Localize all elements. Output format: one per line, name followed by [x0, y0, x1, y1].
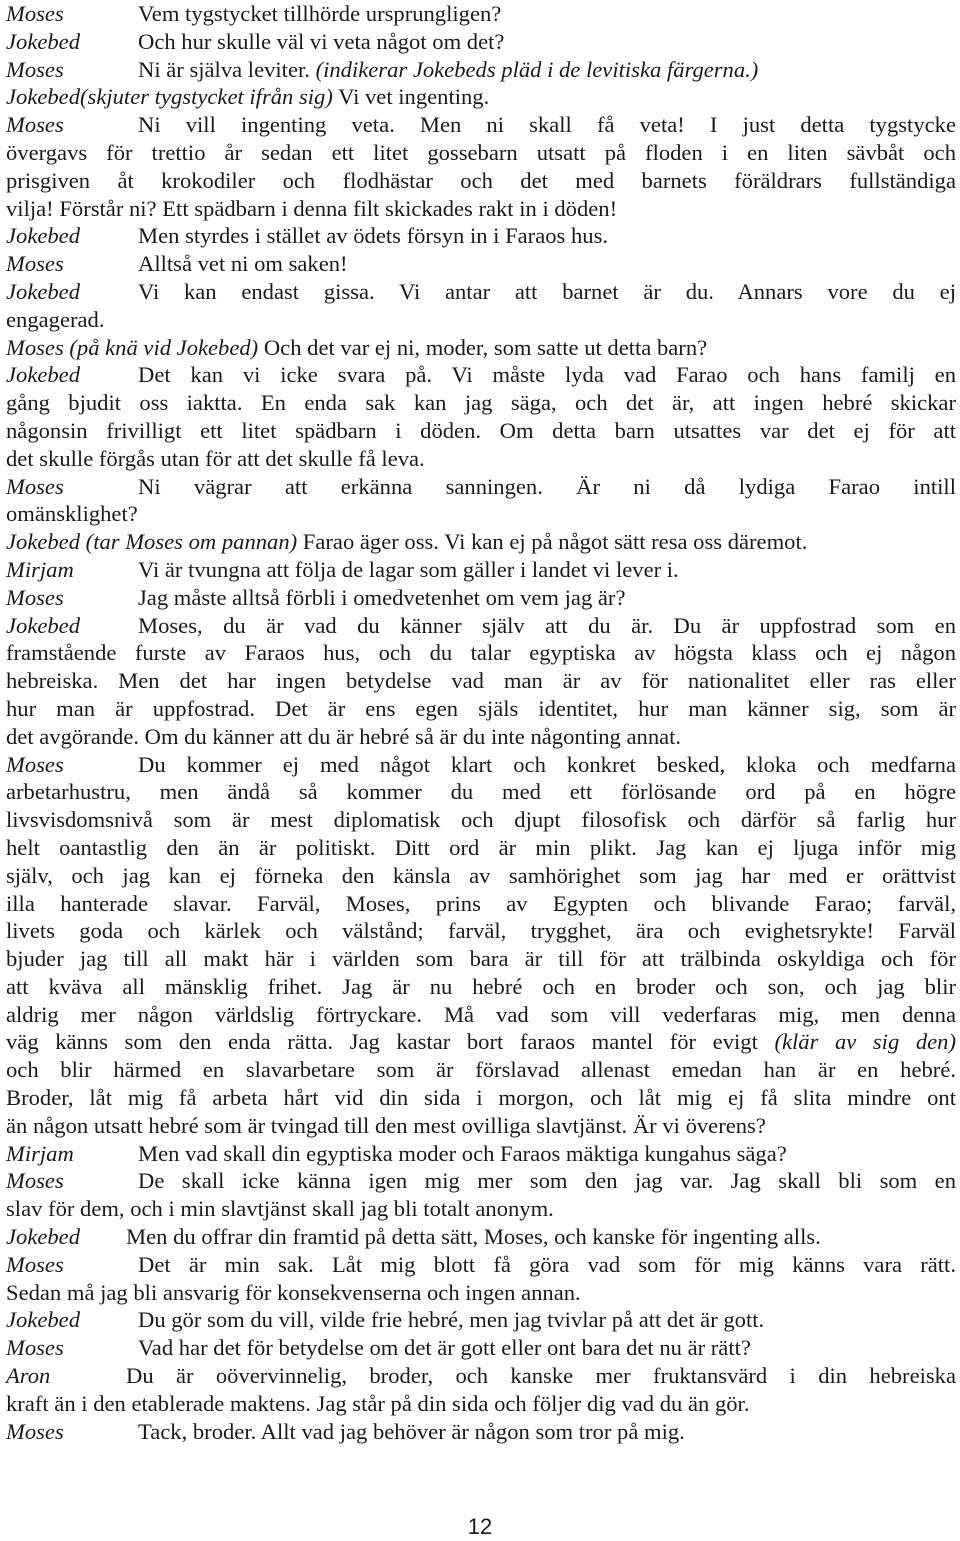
speaker-name: Aron	[6, 1363, 51, 1389]
speaker-name: Jokebed	[6, 1224, 81, 1250]
stage-direction: (tar Moses om pannan)	[80, 529, 298, 555]
script-line	[6, 1195, 956, 1223]
script-line	[6, 389, 956, 417]
speaker-name: Jokebed	[6, 278, 81, 304]
script-line	[6, 556, 956, 584]
dialogue-text: livsvisdomsnivå som är mest diplomatisk och djupt filosofisk och därför så farlig hur	[6, 807, 956, 833]
dialogue-text: Men du offrar din framtid på detta sätt, Moses, och kanske för ingenting alls.	[126, 1224, 821, 1250]
script-line	[6, 1418, 956, 1446]
script-line	[6, 1167, 956, 1195]
speaker-name: Jokebed	[6, 612, 81, 638]
script-line	[6, 139, 956, 167]
script-line	[6, 278, 956, 306]
script-line	[6, 1362, 956, 1390]
stage-direction: (klär av sig den)	[774, 1029, 956, 1055]
script-line	[6, 584, 956, 612]
dialogue-text: engagerad.	[6, 306, 105, 332]
script-line	[6, 83, 956, 111]
dialogue-text: någonsin frivilligt ett litet spädbarn i döden. Om detta barn utsattes var det ej för att	[6, 417, 956, 443]
script-line	[6, 1306, 956, 1334]
dialogue-text: Vi är tvungna att följa de lagar som gäller i landet vi lever i.	[138, 556, 679, 582]
script-line	[6, 862, 956, 890]
speaker-name: Moses	[6, 1168, 64, 1194]
script-line	[6, 1056, 956, 1084]
script-line	[6, 1223, 956, 1251]
script-line	[6, 1001, 956, 1029]
dialogue-text: livets goda och kärlek och välstånd; farväl, trygghet, ära och evighetsrykte! Farväl	[6, 918, 956, 944]
dialogue-text: att kväva all mänsklig frihet. Jag är nu hebré och en broder och son, och jag blir	[6, 973, 956, 999]
dialogue-text: Broder, låt mig få arbeta hårt vid din sida i morgon, och låt mig ej få slita mindre ont	[6, 1085, 956, 1111]
speaker-name: Moses	[6, 1, 64, 26]
dialogue-text: illa hanterade slavar. Farväl, Moses, prins av Egypten och blivande Farao; farväl,	[6, 890, 956, 916]
dialogue-text: aldrig mer någon världslig förtryckare. Må vad som vill vederfaras mig, men denna	[6, 1001, 956, 1027]
dialogue-text: Vi kan endast gissa. Vi antar att barnet är du. Annars vore du ej	[138, 278, 956, 304]
stage-direction: (på knä vid Jokebed)	[63, 334, 259, 360]
dialogue-text: Men styrdes i stället av ödets försyn in i Faraos hus.	[138, 223, 609, 249]
dialogue-text: själv, och jag kan ej förneka den känsla av samhörighet som jag har med er orättvist	[6, 862, 956, 888]
script-line	[6, 890, 956, 918]
dialogue-text: Men vad skall din egyptiska moder och Faraos mäktiga kungahus säga?	[138, 1140, 787, 1166]
script-line	[6, 361, 956, 389]
dialogue-text: Och hur skulle väl vi veta något om det?	[138, 28, 505, 54]
script-line	[6, 0, 956, 28]
page-number: 12	[467, 1514, 493, 1539]
script-line	[6, 195, 956, 223]
dialogue-text: Vi vet ingenting.	[332, 84, 490, 110]
script-line	[6, 111, 956, 139]
script-line	[6, 778, 956, 806]
dialogue-text: omänsklighet?	[6, 501, 138, 527]
script-page	[6, 0, 956, 1445]
dialogue-text: än någon utsatt hebré som är tvingad till den mest ovilliga slavtjänst. Är vi överens?	[6, 1112, 766, 1138]
script-line	[6, 834, 956, 862]
speaker-name: Jokebed	[6, 529, 81, 555]
script-line	[6, 612, 956, 640]
script-line	[6, 1028, 956, 1056]
script-line	[6, 945, 956, 973]
dialogue-text: Och det var ej ni, moder, som satte ut detta barn?	[258, 334, 708, 360]
speaker-name: Moses	[6, 751, 64, 777]
dialogue-text: Det kan vi icke svara på. Vi måste lyda vad Farao och hans familj en	[138, 362, 956, 388]
dialogue-text: gång bjudit oss iaktta. En enda sak kan jag säga, och det är, att ingen hebré skickar	[6, 390, 956, 416]
speaker-name: Moses	[6, 1418, 64, 1444]
speaker-name: Moses	[6, 1335, 64, 1361]
dialogue-text: Moses, du är vad du känner själv att du är. Du är uppfostrad som en	[138, 612, 956, 638]
script-line	[6, 1334, 956, 1362]
dialogue-text: slav för dem, och i min slavtjänst skall jag bli totalt anonym.	[6, 1196, 554, 1222]
stage-direction: (indikerar Jokebeds pläd i de levitiska färgerna.)	[315, 56, 759, 82]
script-line	[6, 1084, 956, 1112]
script-line	[6, 639, 956, 667]
speaker-name: Moses	[6, 251, 64, 277]
script-line	[6, 473, 956, 501]
dialogue-text: Ni vägrar att erkänna sanningen. Är ni då lydiga Farao intill	[138, 473, 956, 499]
dialogue-text: och blir härmed en slavarbetare som är förslavad allenast emedan han är en hebré.	[6, 1057, 956, 1083]
speaker-name: Moses	[6, 112, 64, 138]
script-line	[6, 1390, 956, 1418]
speaker-name: Moses	[6, 56, 64, 82]
script-line	[6, 167, 956, 195]
dialogue-text: Alltså vet ni om saken!	[138, 251, 348, 277]
script-line	[6, 500, 956, 528]
dialogue-text: Vad har det för betydelse om det är gott eller ont bara det nu är rätt?	[138, 1335, 751, 1361]
script-line	[6, 667, 956, 695]
dialogue-text: Jag måste alltså förbli i omedvetenhet om vem jag är?	[138, 584, 626, 610]
dialogue-text: Ni är själva leviter.	[138, 56, 316, 82]
script-line	[6, 1251, 956, 1279]
script-line	[6, 445, 956, 473]
speaker-name: Mirjam	[6, 556, 74, 582]
script-line	[6, 917, 956, 945]
script-line	[6, 334, 956, 362]
dialogue-text: Det är min sak. Låt mig blott få göra vad som för mig känns vara rätt.	[138, 1251, 956, 1277]
dialogue-text: det skulle förgås utan för att det skulle få leva.	[6, 445, 425, 471]
dialogue-text: bjuder jag till all makt här i världen som bara är till för att trälbinda oskyldiga och för	[6, 946, 956, 972]
speaker-name: Jokebed	[6, 84, 81, 110]
speaker-name: Mirjam	[6, 1140, 74, 1166]
dialogue-text: Du gör som du vill, vilde frie hebré, men jag tvivlar på att det är gott.	[138, 1307, 765, 1333]
dialogue-text: väg känns som den enda rätta. Jag kastar bort faraos mantel för evigt	[6, 1029, 775, 1055]
script-line	[6, 723, 956, 751]
dialogue-text: arbetarhustru, men ändå så kommer du med ett förlösande ord på en högre	[6, 779, 956, 805]
speaker-name: Jokebed	[6, 28, 81, 54]
script-line	[6, 751, 956, 779]
script-line	[6, 306, 956, 334]
dialogue-text: vilja! Förstår ni? Ett spädbarn i denna filt skickades rakt in i döden!	[6, 195, 618, 221]
script-line	[6, 973, 956, 1001]
script-line	[6, 1140, 956, 1168]
dialogue-text: Ni vill ingenting veta. Men ni skall få veta! I just detta tygstycke	[138, 112, 956, 138]
dialogue-text: Du är oövervinnelig, broder, och kanske mer fruktansvärd i din hebreiska	[126, 1363, 956, 1389]
speaker-name: Jokebed	[6, 1307, 81, 1333]
speaker-name: Jokebed	[6, 223, 81, 249]
script-line	[6, 1279, 956, 1307]
dialogue-text: kraft än i den etablerade maktens. Jag står på din sida och följer dig vad du än gör.	[6, 1390, 750, 1416]
script-line	[6, 1112, 956, 1140]
dialogue-text: helt oantastlig den än är politiskt. Ditt ord är min plikt. Jag kan ej ljuga inför mig	[6, 834, 956, 860]
dialogue-text: prisgiven åt krokodiler och flodhästar och det med barnets föräldrars fullständiga	[6, 167, 956, 193]
dialogue-text: hur man är uppfostrad. Det är ens egen själs identitet, hur man känner sig, som är	[6, 695, 956, 721]
script-line	[6, 222, 956, 250]
dialogue-text: Du kommer ej med något klart och konkret besked, kloka och medfarna	[138, 751, 956, 777]
dialogue-text: övergavs för trettio år sedan ett litet gossebarn utsatt på floden i en liten sävbåt och	[6, 139, 956, 165]
dialogue-text: Sedan må jag bli ansvarig för konsekvenserna och ingen annan.	[6, 1279, 581, 1305]
dialogue-text: Vem tygstycket tillhörde ursprungligen?	[138, 1, 502, 26]
script-line	[6, 695, 956, 723]
speaker-name: Jokebed	[6, 362, 81, 388]
stage-direction: (skjuter tygstycket ifrån sig)	[80, 84, 333, 110]
dialogue-text: det avgörande. Om du känner att du är hebré så är du inte någonting annat.	[6, 723, 682, 749]
script-line	[6, 250, 956, 278]
script-line	[6, 806, 956, 834]
speaker-name: Moses	[6, 473, 64, 499]
dialogue-text: Tack, broder. Allt vad jag behöver är någon som tror på mig.	[138, 1418, 685, 1444]
dialogue-text: Farao äger oss. Vi kan ej på något sätt resa oss däremot.	[297, 529, 808, 555]
speaker-name: Moses	[6, 584, 64, 610]
speaker-name: Moses	[6, 334, 64, 360]
dialogue-text: hebreiska. Men det har ingen betydelse vad man är av för nationalitet eller ras eller	[6, 668, 956, 694]
dialogue-text: De skall icke känna igen mig mer som den jag var. Jag skall bli som en	[138, 1168, 956, 1194]
script-line	[6, 28, 956, 56]
script-line	[6, 528, 956, 556]
script-line	[6, 417, 956, 445]
script-line	[6, 56, 956, 84]
dialogue-text: framstående furste av Faraos hus, och du talar egyptiska av högsta klass och ej någon	[6, 640, 956, 666]
speaker-name: Moses	[6, 1251, 64, 1277]
